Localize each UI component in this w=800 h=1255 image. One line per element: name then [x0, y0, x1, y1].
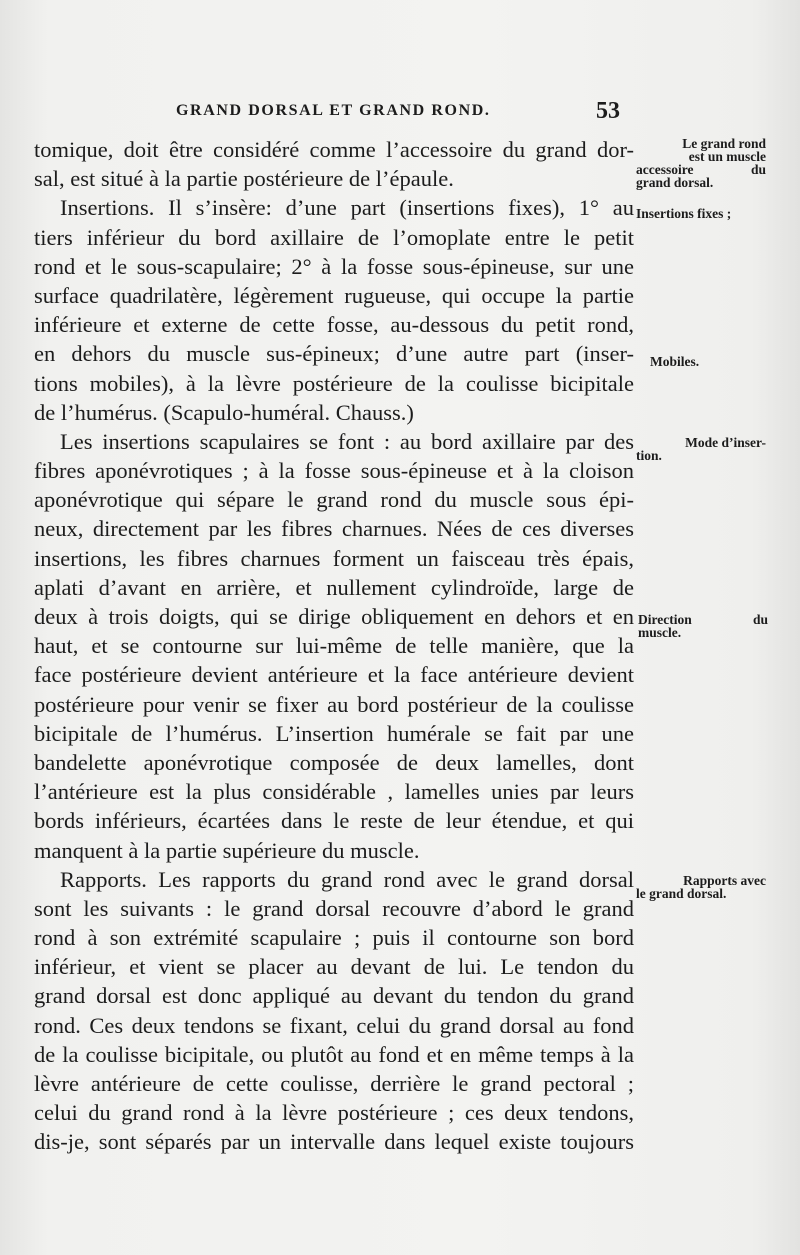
text-line: face postérieure devient antérieure et la face antérieure devient [34, 662, 634, 688]
margin-note-direction: Direction du muscle. [638, 612, 768, 640]
text-line: de la coulisse bicipitale, ou plutôt au fond et en même temps à la [34, 1041, 634, 1067]
text-line: rond. Ces deux tendons se fixant, celui du grand dorsal au fond [34, 1012, 634, 1038]
text-line: en dehors du muscle sus-épineux; d’une autre part (inser- [34, 341, 634, 367]
margin-note-mode-insertion: Mode d’inser- tion. [636, 435, 766, 463]
text-line: neux, directement par les fibres charnues. Nées de ces diverses [34, 516, 634, 542]
margin-note-rapports: Rapports avec le grand dorsal. [636, 873, 766, 901]
text-line: manquent à la partie supérieure du muscle. [34, 837, 420, 863]
text-line: insertions, les fibres charnues forment un faisceau très épais, [34, 545, 634, 571]
text-line: aponévrotique qui sépare le grand rond du muscle sous épi- [34, 487, 634, 513]
text-line: de l’humérus. (Scapulo-huméral. Chauss.) [34, 399, 414, 425]
text-line: grand dorsal est donc appliqué au devant du tendon du grand [34, 983, 634, 1009]
text-line: lèvre antérieure de cette coulisse, derrière le grand pectoral ; [34, 1071, 634, 1096]
text-line: postérieure pour venir se fixer au bord postérieur de la coulisse [34, 691, 634, 717]
text-line: l’antérieure est la plus considérable , lamelles unies par leurs [34, 779, 634, 805]
margin-note-grand-rond: Le grand rond est un muscle accessoire du grand dorsal. [636, 136, 766, 190]
text-line: Les insertions scapulaires se font : au bord axillaire par des [60, 428, 634, 454]
text-line: inférieur, et vient se placer au devant de lui. Le tendon du [34, 954, 634, 980]
page-number: 53 [596, 98, 620, 124]
text-line: haut, et se contourne sur lui-même de telle manière, que la [34, 633, 634, 659]
text-line: surface quadrilatère, légèrement rugueuse, qui occupe la partie [34, 282, 634, 308]
text-line: tions mobiles), à la lèvre postérieure de la coulisse bicipitale [34, 370, 634, 396]
text-line: Insertions. Il s’insère: d’une part (insertions fixes), 1° au [60, 195, 634, 221]
running-head [0, 98, 800, 130]
text-line: tiers inférieur du bord axillaire de l’omoplate entre le petit [34, 224, 634, 250]
text-line: bandelette aponévrotique composée de deux lamelles, dont [34, 749, 634, 775]
body-text [34, 135, 634, 1157]
margin-note-insertions-fixes: Insertions fixes ; [636, 206, 732, 221]
text-line: sal, est situé à la partie postérieure de l’épaule. [34, 166, 454, 192]
text-line: celui du grand rond à la lèvre postérieure ; ces deux tendons, [34, 1100, 634, 1126]
running-head-title: GRAND DORSAL ET GRAND ROND. [176, 102, 491, 119]
text-line: aplati d’avant en arrière, et nullement cylindroïde, large de [34, 574, 634, 600]
text-line: tomique, doit être considéré comme l’accessoire du grand dor- [34, 137, 634, 162]
margin-note-mobiles: Mobiles. [650, 354, 700, 369]
text-line: bords inférieurs, écartées dans le reste de leur étendue, et qui [34, 808, 634, 834]
text-line: dis-je, sont séparés par un intervalle dans lequel existe toujours [34, 1129, 634, 1155]
text-line: bicipitale de l’humérus. L’insertion humérale se fait par une [34, 720, 634, 746]
text-line: Rapports. Les rapports du grand rond avec le grand dorsal [60, 866, 634, 892]
text-line: inférieure et externe de cette fosse, au-dessous du petit rond, [34, 312, 634, 338]
text-line: fibres aponévrotiques ; à la fosse sous-épineuse et à la cloison [34, 458, 634, 484]
text-line: deux à trois doigts, qui se dirige obliquement en dehors et en [34, 604, 634, 629]
text-line: rond et le sous-scapulaire; 2° à la fosse sous-épineuse, sur une [34, 253, 634, 279]
text-line: sont les suivants : le grand dorsal recouvre d’abord le grand [34, 895, 634, 921]
text-line: rond à son extrémité scapulaire ; puis il contourne son bord [34, 925, 634, 951]
